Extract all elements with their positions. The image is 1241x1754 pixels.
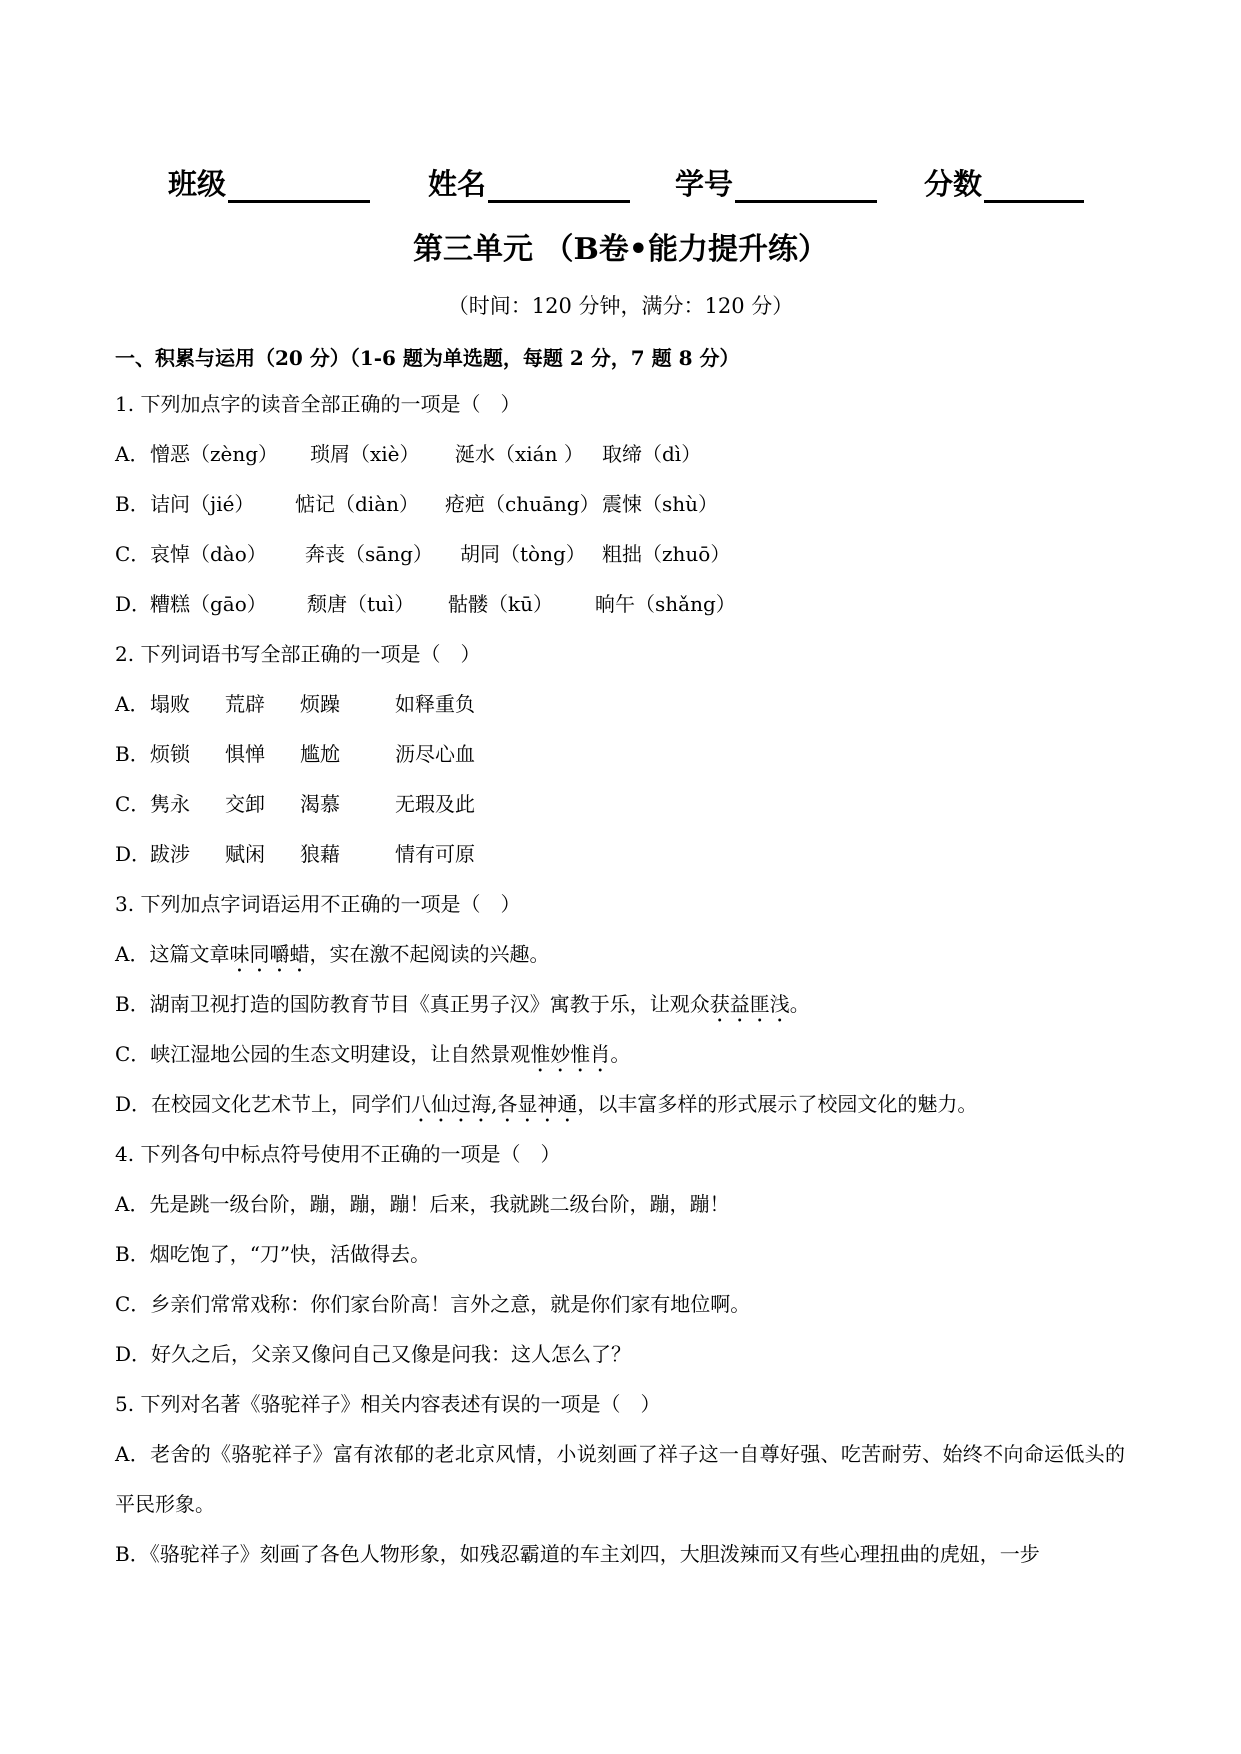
q4-option-a: A．先是跳一级台阶，蹦，蹦，蹦！后来，我就跳二级台阶，蹦，蹦！ bbox=[115, 1192, 730, 1216]
page-title: 第三单元 （B卷•能力提升练） bbox=[413, 232, 828, 267]
option-word: 震悚（shù） bbox=[602, 492, 719, 516]
section-heading: 一、积累与运用（20 分）（1-6 题为单选题，每题 2 分，7 题 8 分） bbox=[115, 346, 740, 370]
option-word: 狼藉 bbox=[300, 842, 340, 866]
q5-stem: 5. 下列对名著《骆驼祥子》相关内容表述有误的一项是（ ） bbox=[115, 1392, 661, 1416]
option-word: 如释重负 bbox=[395, 692, 475, 716]
q4-option-b: B．烟吃饱了，“刀”快，活做得去。 bbox=[115, 1242, 431, 1266]
option-letter: D． bbox=[115, 842, 152, 866]
option-text: 。 bbox=[610, 1042, 631, 1066]
q1-option-d bbox=[115, 590, 1115, 620]
q2-option-a bbox=[115, 690, 1115, 720]
name-blank[interactable] bbox=[488, 172, 630, 203]
option-word: 奔丧（sāng） bbox=[305, 542, 433, 566]
option-word: 交卸 bbox=[225, 792, 265, 816]
q1-option-a bbox=[115, 440, 1115, 470]
option-word: 琐屑（xiè） bbox=[310, 442, 420, 466]
dotted-word: 惟妙惟肖 bbox=[530, 1042, 611, 1066]
option-word: 颓唐（tuì） bbox=[307, 592, 415, 616]
option-word: 糟糕（gāo） bbox=[150, 592, 267, 616]
option-word: 惧惮 bbox=[225, 742, 265, 766]
option-text: 。 bbox=[789, 992, 810, 1016]
option-word: 跋涉 bbox=[150, 842, 190, 866]
class-field bbox=[168, 162, 370, 203]
option-word: 粗拙（zhuō） bbox=[602, 542, 731, 566]
score-field bbox=[924, 162, 1084, 203]
option-text: A．这篇文章 bbox=[115, 942, 230, 966]
page-subtitle: （时间：120 分钟，满分：120 分） bbox=[447, 294, 794, 318]
option-letter: C． bbox=[115, 792, 151, 816]
option-word: 赋闲 bbox=[225, 842, 265, 866]
option-word: 无瑕及此 bbox=[395, 792, 475, 816]
option-text: C．峡江湿地公园的生态文明建设，让自然景观 bbox=[115, 1042, 531, 1066]
name-label: 姓名 bbox=[428, 167, 487, 201]
option-word: 诘问（jié） bbox=[150, 492, 255, 516]
class-blank[interactable] bbox=[228, 172, 370, 203]
option-letter: D． bbox=[115, 592, 152, 616]
q2-option-d bbox=[115, 840, 1115, 870]
student-info-row bbox=[0, 162, 1241, 206]
q5-option-a: A．老舍的《骆驼祥子》富有浓郁的老北京风情，小说刻画了祥子这一自尊好强、吃苦耐劳、始终不向命运低头的平民形象。 bbox=[115, 1442, 1125, 1516]
option-word: 渴慕 bbox=[300, 792, 340, 816]
option-text: ，以丰富多样的形式展示了校园文化的魅力。 bbox=[577, 1092, 978, 1116]
q5-option-b: B．《骆驼祥子》刻画了各色人物形象，如残忍霸道的车主刘四，大胆泼辣而又有些心理扭曲的虎妞，一步 bbox=[115, 1542, 1040, 1566]
q3-option-a bbox=[115, 940, 549, 977]
q4-stem: 4. 下列各句中标点符号使用不正确的一项是（ ） bbox=[115, 1142, 561, 1166]
option-text: ，实在激不起阅读的兴趣。 bbox=[309, 942, 550, 966]
option-letter: A． bbox=[115, 692, 150, 716]
option-word: 憎恶（zèng） bbox=[150, 442, 279, 466]
option-word: 涎水（xián ） bbox=[455, 442, 584, 466]
option-word: 隽永 bbox=[150, 792, 190, 816]
option-word: 晌午（shǎng） bbox=[595, 592, 736, 616]
q2-option-c bbox=[115, 790, 1115, 820]
option-word: 哀悼（dào） bbox=[150, 542, 267, 566]
option-word: 惦记（diàn） bbox=[295, 492, 420, 516]
dotted-word: 味同嚼蜡 bbox=[229, 942, 310, 966]
q3-option-c bbox=[115, 1040, 630, 1077]
option-word: 情有可原 bbox=[395, 842, 475, 866]
option-word: 胡同（tòng） bbox=[460, 542, 586, 566]
dotted-word: 八仙过海,各显神通 bbox=[411, 1092, 578, 1116]
class-label: 班级 bbox=[168, 167, 227, 201]
option-letter: B． bbox=[115, 492, 150, 516]
option-letter: B． bbox=[115, 742, 150, 766]
option-word: 尴尬 bbox=[300, 742, 340, 766]
score-blank[interactable] bbox=[984, 172, 1084, 203]
option-word: 取缔（dì） bbox=[602, 442, 702, 466]
option-word: 疮疤（chuāng） bbox=[445, 492, 600, 516]
q1-stem: 1. 下列加点字的读音全部正确的一项是（ ） bbox=[115, 392, 521, 416]
q3-option-b bbox=[115, 990, 810, 1027]
option-word: 骷髅（kū） bbox=[448, 592, 553, 616]
id-field bbox=[675, 162, 877, 203]
q2-option-b bbox=[115, 740, 1115, 770]
option-word: 荒辟 bbox=[225, 692, 265, 716]
q3-option-d bbox=[115, 1090, 977, 1127]
option-text: B．湖南卫视打造的国防教育节目《真正男子汉》寓教于乐，让观众 bbox=[115, 992, 710, 1016]
q2-stem: 2. 下列词语书写全部正确的一项是（ ） bbox=[115, 642, 481, 666]
id-blank[interactable] bbox=[735, 172, 877, 203]
option-letter: C． bbox=[115, 542, 151, 566]
q4-option-c: C．乡亲们常常戏称：你们家台阶高！言外之意，就是你们家有地位啊。 bbox=[115, 1292, 751, 1316]
option-word: 烦躁 bbox=[300, 692, 340, 716]
option-word: 烦锁 bbox=[150, 742, 190, 766]
q3-stem: 3. 下列加点字词语运用不正确的一项是（ ） bbox=[115, 892, 521, 916]
q4-option-d: D．好久之后，父亲又像问自己又像是问我：这人怎么了？ bbox=[115, 1342, 632, 1366]
dotted-word: 获益匪浅 bbox=[709, 992, 790, 1016]
option-text: D．在校园文化艺术节上，同学们 bbox=[115, 1092, 412, 1116]
score-label: 分数 bbox=[924, 167, 983, 201]
option-word: 塌败 bbox=[150, 692, 190, 716]
option-word: 沥尽心血 bbox=[395, 742, 475, 766]
q1-option-c bbox=[115, 540, 1115, 570]
option-letter: A． bbox=[115, 442, 150, 466]
q1-option-b bbox=[115, 490, 1115, 520]
id-label: 学号 bbox=[675, 167, 734, 201]
name-field bbox=[428, 162, 630, 203]
